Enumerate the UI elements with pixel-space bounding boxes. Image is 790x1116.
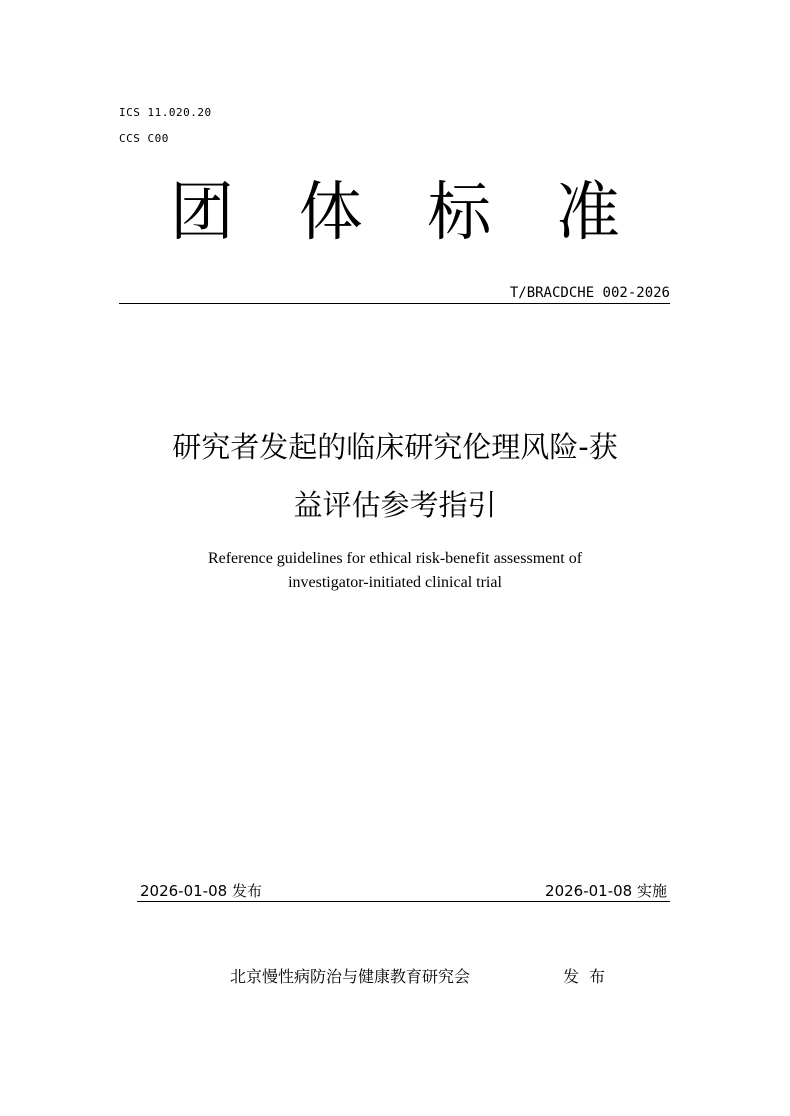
standard-type-title xyxy=(100,168,690,258)
chinese-title-line2: 益评估参考指引 xyxy=(293,488,497,522)
bottom-divider xyxy=(137,901,670,902)
english-title-line2: investigator-initiated clinical trial xyxy=(288,574,502,591)
english-title xyxy=(100,547,690,595)
chinese-title xyxy=(80,418,710,534)
implementation-date: 2026-01-08 实施 xyxy=(545,882,667,900)
standard-number: T/BRACDCHE 002-2026 xyxy=(509,285,670,301)
standard-type-char: 准 xyxy=(555,176,620,250)
standard-type-char: 标 xyxy=(427,176,492,250)
english-title-line1: Reference guidelines for ethical risk-benefit assessment of xyxy=(207,550,583,567)
ccs-code: CCS C00 xyxy=(119,132,169,145)
top-divider xyxy=(119,303,670,304)
publisher-name: 北京慢性病防治与健康教育研究会 xyxy=(230,967,471,986)
standard-type-char: 团 xyxy=(170,176,234,250)
ics-code: ICS 11.020.20 xyxy=(119,106,212,119)
publisher-suffix: 发布 xyxy=(563,967,616,986)
chinese-title-line1: 研究者发起的临床研究伦理风险-获 xyxy=(172,430,618,464)
standard-type-char: 体 xyxy=(298,176,363,250)
publish-date: 2026-01-08 发布 xyxy=(140,882,262,900)
